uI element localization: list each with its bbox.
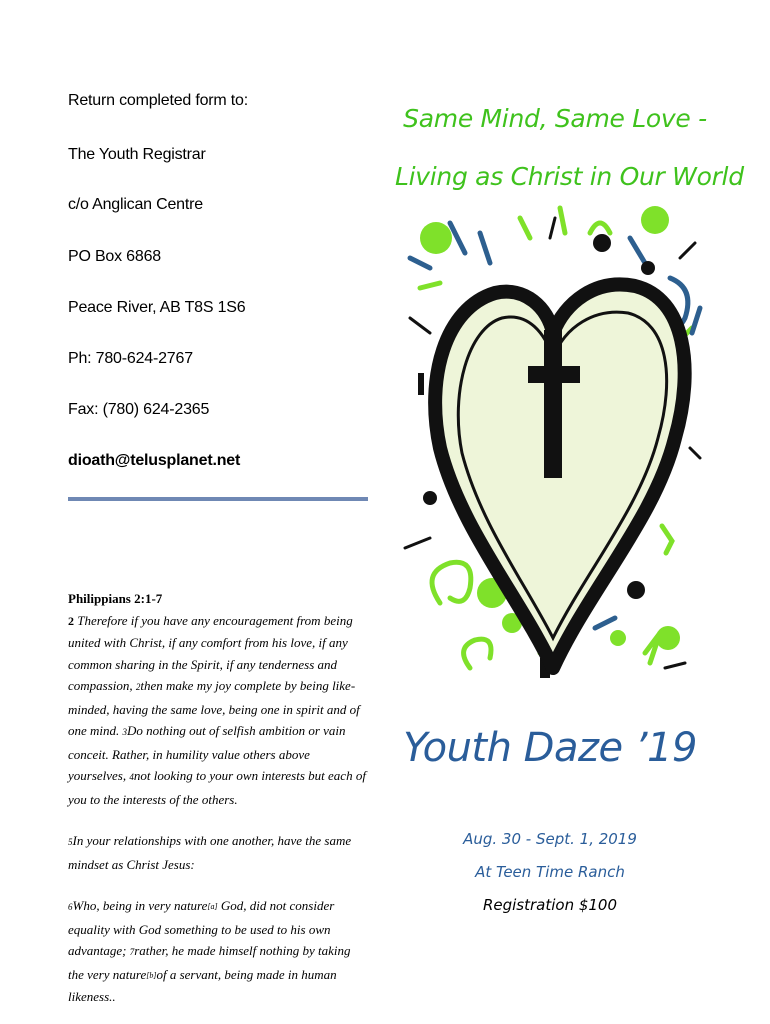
verse-text: rather, he made himself nothing by taking the very nature bbox=[68, 943, 351, 982]
verse-number: 7 bbox=[129, 947, 135, 957]
scripture-passage bbox=[68, 588, 368, 1008]
verse-text: Who, being in very nature bbox=[72, 898, 208, 913]
address-line-registrar: The Youth Registrar bbox=[68, 146, 206, 163]
registration-fee: Registration $100 bbox=[482, 896, 618, 914]
verse-number: 4 bbox=[129, 772, 134, 782]
address-line-city: Peace River, AB T8S 1S6 bbox=[68, 299, 246, 316]
theme-line-2: Living as Christ in Our World bbox=[395, 162, 744, 191]
theme-line-1: Same Mind, Same Love - bbox=[403, 104, 707, 133]
verse-number: 6 bbox=[68, 902, 73, 912]
verse-number: 2 bbox=[68, 613, 74, 628]
verse-text: In your relationships with one another, have the same mindset as Christ Jesus: bbox=[68, 833, 352, 872]
address-line-centre: c/o Anglican Centre bbox=[68, 196, 203, 213]
event-title: Youth Daze ’19 bbox=[403, 725, 697, 771]
divider-rule bbox=[68, 497, 368, 501]
footnote-marker[interactable]: [a] bbox=[207, 902, 218, 911]
verse-text: of a servant, being made in human likeness.. bbox=[68, 966, 337, 1004]
address-line-fax: Fax: (780) 624-2365 bbox=[68, 401, 210, 418]
event-dates: Aug. 30 - Sept. 1, 2019 bbox=[463, 830, 637, 848]
scripture-reference: Philippians 2:1-7 bbox=[68, 591, 163, 606]
verse-text: Do nothing out of selfish ambition or vain conceit. Rather, in humility value others above yourselves, bbox=[68, 723, 346, 783]
verse-text: God, did not consider equality with God something to be used to his own advantage; bbox=[68, 898, 335, 958]
verse-number: 3 bbox=[122, 727, 128, 737]
address-line-po-box: PO Box 6868 bbox=[68, 248, 161, 265]
return-heading: Return completed form to: bbox=[68, 92, 248, 109]
address-line-phone: Ph: 780-624-2767 bbox=[68, 350, 193, 367]
heart-with-cross-icon bbox=[400, 198, 706, 693]
verse-text: then make my joy complete by being like-minded, having the same love, being one in spirit and of one mind. bbox=[68, 678, 360, 738]
email-address: dioath@telusplanet.net bbox=[68, 452, 241, 469]
verse-text: Therefore if you have any encouragement from being united with Christ, if any comfort from his love, if any common sharing in the Spirit, if any tenderness and compassion, bbox=[68, 612, 353, 693]
verse-number: 5 bbox=[68, 837, 73, 847]
verse-number: 2 bbox=[135, 682, 141, 692]
event-location: At Teen Time Ranch bbox=[475, 863, 625, 881]
footnote-marker[interactable]: [b] bbox=[146, 970, 157, 980]
verse-text: not looking to your own interests but each of you to the interests of the others. bbox=[68, 768, 366, 807]
